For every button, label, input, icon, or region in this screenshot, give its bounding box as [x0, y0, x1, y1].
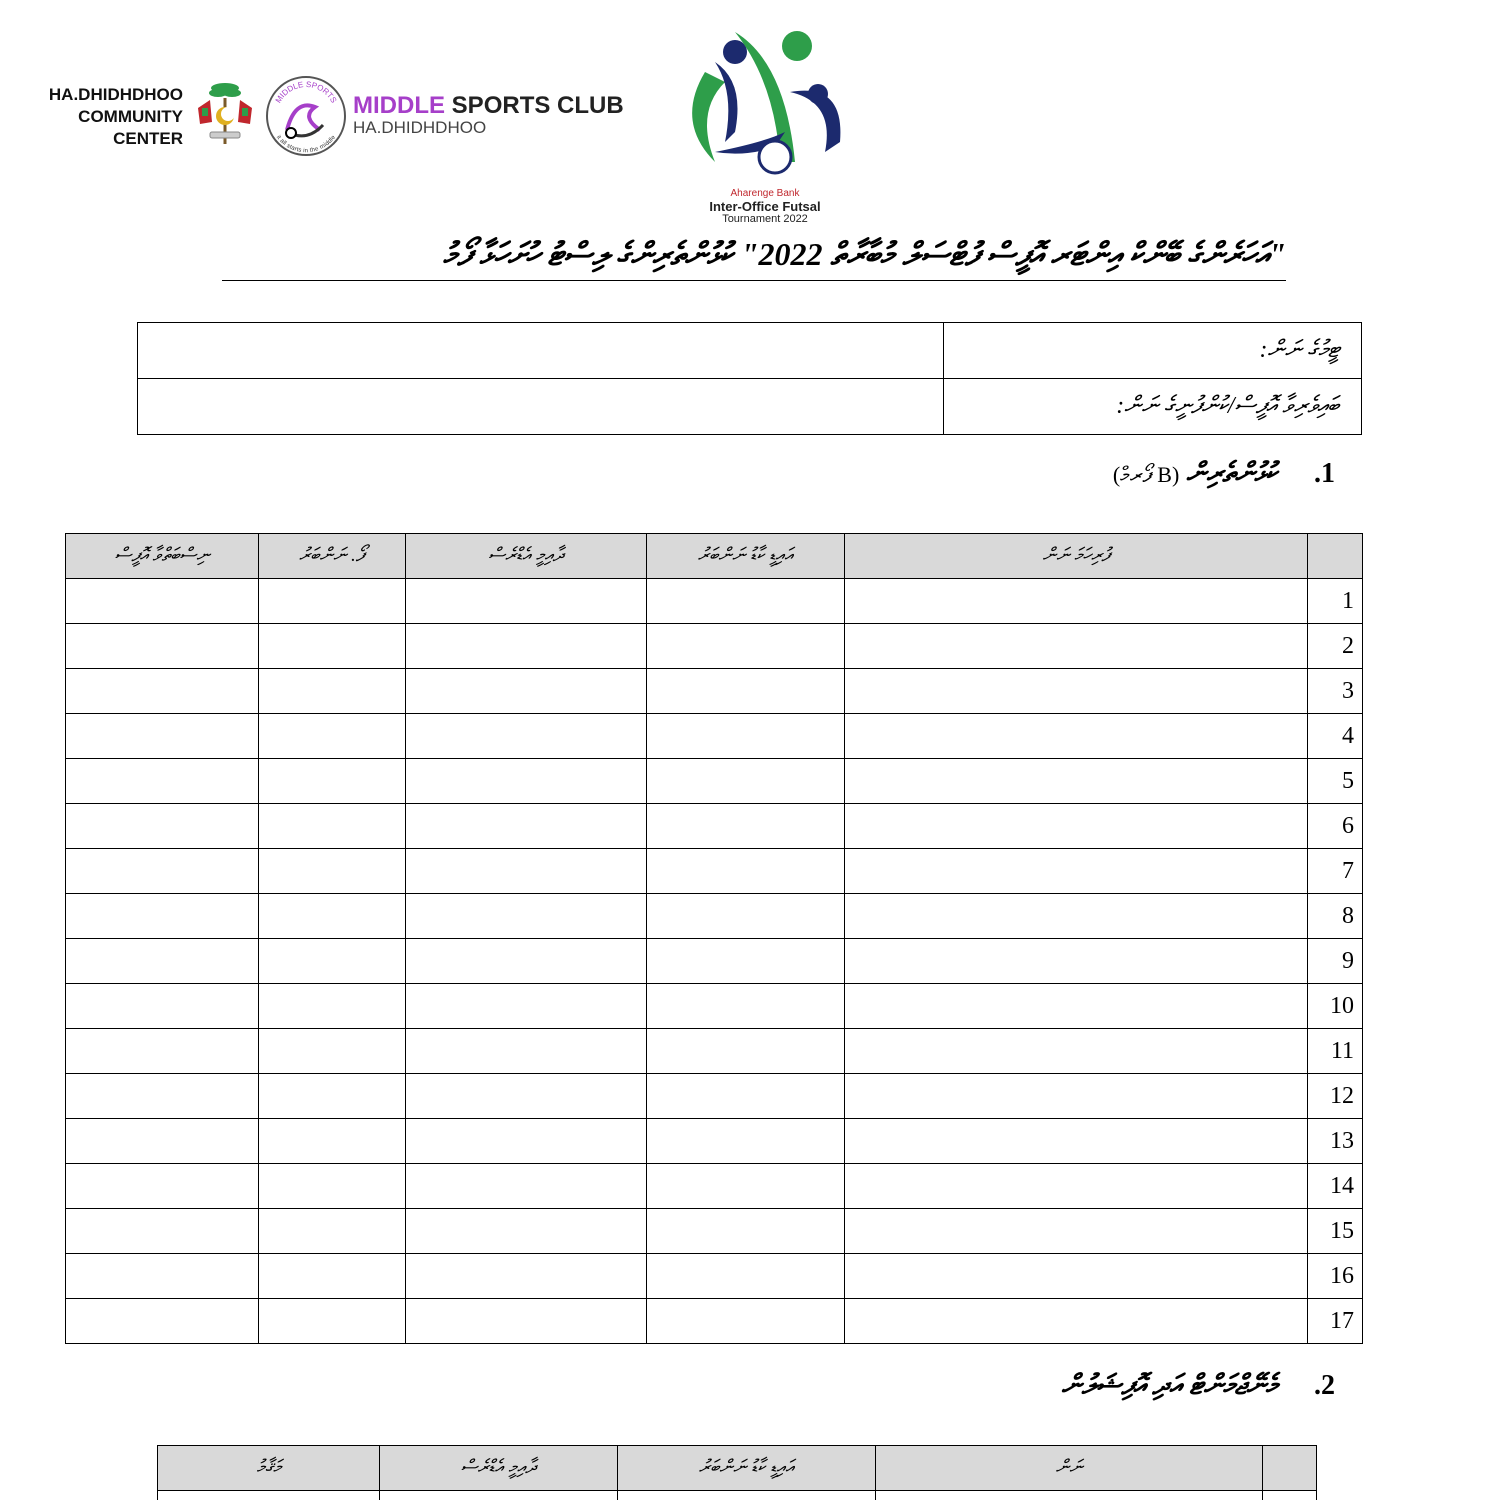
table-cell[interactable]	[66, 804, 259, 849]
team-info-table	[137, 322, 1362, 435]
table-cell[interactable]	[66, 1299, 259, 1344]
table-cell[interactable]	[647, 669, 845, 714]
table-cell[interactable]	[647, 1299, 845, 1344]
table-cell[interactable]	[845, 1164, 1308, 1209]
table-row	[158, 1491, 1317, 1500]
table-cell[interactable]	[647, 759, 845, 804]
row-number: 4	[1308, 714, 1363, 759]
table-cell[interactable]	[406, 939, 647, 984]
table-row	[66, 759, 1363, 804]
table-cell[interactable]	[259, 849, 406, 894]
table-cell[interactable]	[259, 624, 406, 669]
table-cell[interactable]	[845, 714, 1308, 759]
table-cell[interactable]	[259, 1029, 406, 1074]
table-cell[interactable]	[66, 849, 259, 894]
section-number: 2.	[1314, 1370, 1335, 1401]
table-cell[interactable]	[259, 759, 406, 804]
table-cell[interactable]	[647, 624, 845, 669]
column-header-number	[1308, 534, 1363, 579]
table-cell[interactable]	[406, 1254, 647, 1299]
tournament-name: Inter-Office Futsal	[709, 199, 821, 214]
table-cell[interactable]	[66, 1074, 259, 1119]
column-header: އައިޑީ ކާޑު ނަންބަރު	[618, 1446, 876, 1491]
table-header-row	[66, 534, 1363, 579]
club-logo-slogan-path: it all starts in the middle	[274, 134, 338, 155]
column-header: މަޤާމު	[158, 1446, 380, 1491]
table-cell[interactable]	[845, 939, 1308, 984]
table-cell[interactable]	[845, 804, 1308, 849]
column-header: ފޯ. ނަންބަރު	[259, 534, 406, 579]
column-header-number	[1263, 1446, 1317, 1491]
table-cell[interactable]	[845, 669, 1308, 714]
table-cell[interactable]	[406, 1209, 647, 1254]
table-row	[66, 714, 1363, 759]
office-name-field[interactable]	[138, 379, 944, 435]
team-name-label: ޓީމުގެ ނަން:	[944, 323, 1362, 379]
row-number: 9	[1308, 939, 1363, 984]
section-2-heading	[1061, 1370, 1335, 1402]
table-row	[66, 1299, 1363, 1344]
table-row	[66, 849, 1363, 894]
column-header: ދާއިމީ އެޑްރެސް	[406, 534, 647, 579]
table-cell[interactable]	[158, 1491, 380, 1500]
table-cell[interactable]	[845, 1209, 1308, 1254]
table-cell[interactable]	[845, 759, 1308, 804]
table-cell[interactable]	[259, 939, 406, 984]
table-cell[interactable]	[647, 984, 845, 1029]
row-number: 11	[1308, 1029, 1363, 1074]
cc-line-1: HA.DHIDHDHOO	[48, 85, 183, 104]
cc-line-3: CENTER	[113, 129, 183, 148]
row-number: 12	[1308, 1074, 1363, 1119]
table-row	[66, 894, 1363, 939]
office-name-label: ބައިވެރިވާ އޮފީސް/ކުންފުނީގެ ނަން:	[944, 379, 1362, 435]
club-logo-top-text-path: MIDDLE SPORTS	[273, 79, 339, 105]
row-number: 2	[1308, 624, 1363, 669]
table-cell[interactable]	[647, 804, 845, 849]
tournament-logo	[675, 22, 855, 232]
tournament-year: Tournament 2022	[722, 213, 808, 225]
club-name-accent: MIDDLE	[353, 92, 445, 119]
table-cell[interactable]	[647, 1074, 845, 1119]
row-number: 15	[1308, 1209, 1363, 1254]
table-row	[66, 1119, 1363, 1164]
officials-table	[157, 1445, 1317, 1500]
table-cell[interactable]	[406, 759, 647, 804]
column-header: އައިޑީ ކާޑު ނަންބަރު	[647, 534, 845, 579]
table-cell[interactable]	[406, 714, 647, 759]
table-cell[interactable]	[66, 759, 259, 804]
table-cell[interactable]	[845, 1254, 1308, 1299]
table-cell[interactable]	[259, 894, 406, 939]
column-header: ނިސްބަތްވާ އޮފީސް	[66, 534, 259, 579]
table-cell[interactable]	[647, 1119, 845, 1164]
row-number: 7	[1308, 849, 1363, 894]
table-cell[interactable]	[66, 1029, 259, 1074]
club-name-block	[353, 92, 624, 138]
community-center-name	[30, 84, 183, 150]
row-number: 17	[1308, 1299, 1363, 1344]
table-cell[interactable]	[259, 804, 406, 849]
middle-sports-logo	[265, 75, 347, 157]
club-name	[353, 92, 624, 120]
table-cell[interactable]	[259, 1209, 406, 1254]
table-cell[interactable]	[259, 1254, 406, 1299]
team-name-field[interactable]	[138, 323, 944, 379]
table-cell[interactable]	[66, 579, 259, 624]
section-title: ކުޅުންތެރިން	[1186, 458, 1277, 489]
maldives-emblem-icon	[192, 78, 258, 150]
table-cell[interactable]	[380, 1491, 618, 1500]
table-cell[interactable]	[845, 984, 1308, 1029]
players-table	[65, 533, 1363, 1344]
form-title: "އަހަރެންގެ ބޭންކް އިންޓަރ އޮފީސް ފުޓްސަލް މުބާރާތް 2022" ކުޅުންތެރިންގެ ލިސްޓު ހުށަހަޅާ ފޯމު	[222, 236, 1286, 281]
row-number	[1263, 1491, 1317, 1500]
table-cell[interactable]	[259, 984, 406, 1029]
table-cell[interactable]	[845, 1119, 1308, 1164]
table-cell[interactable]	[647, 1209, 845, 1254]
table-cell[interactable]	[406, 849, 647, 894]
column-header: ނަން	[876, 1446, 1263, 1491]
table-cell[interactable]	[259, 714, 406, 759]
table-row	[66, 669, 1363, 714]
table-cell[interactable]	[259, 1164, 406, 1209]
table-cell[interactable]	[647, 1164, 845, 1209]
table-cell[interactable]	[845, 849, 1308, 894]
row-number: 6	[1308, 804, 1363, 849]
table-cell[interactable]	[845, 1299, 1308, 1344]
table-cell[interactable]	[259, 1119, 406, 1164]
table-cell[interactable]	[406, 579, 647, 624]
table-cell[interactable]	[647, 939, 845, 984]
sponsor-name: Aharenge Bank	[730, 188, 800, 199]
table-cell[interactable]	[66, 624, 259, 669]
table-row	[66, 579, 1363, 624]
table-row	[66, 939, 1363, 984]
cc-line-2: COMMUNITY	[78, 107, 183, 126]
section-subtitle: (B ފޯރމް)	[1112, 462, 1180, 487]
office-name-row	[138, 379, 1362, 435]
section-number: 1.	[1314, 458, 1335, 489]
table-cell[interactable]	[845, 1029, 1308, 1074]
table-cell[interactable]	[647, 714, 845, 759]
table-cell[interactable]	[406, 984, 647, 1029]
table-cell[interactable]	[66, 714, 259, 759]
table-cell[interactable]	[406, 1074, 647, 1119]
table-cell[interactable]	[66, 1209, 259, 1254]
table-cell[interactable]	[406, 624, 647, 669]
table-cell[interactable]	[845, 579, 1308, 624]
row-number: 10	[1308, 984, 1363, 1029]
table-row	[66, 1074, 1363, 1119]
club-name-rest: SPORTS CLUB	[451, 92, 624, 119]
table-cell[interactable]	[406, 669, 647, 714]
table-row	[66, 1254, 1363, 1299]
table-cell[interactable]	[259, 669, 406, 714]
table-cell[interactable]	[647, 1029, 845, 1074]
table-cell[interactable]	[845, 894, 1308, 939]
row-number: 5	[1308, 759, 1363, 804]
table-cell[interactable]	[66, 1164, 259, 1209]
row-number: 13	[1308, 1119, 1363, 1164]
table-cell[interactable]	[406, 894, 647, 939]
table-cell[interactable]	[876, 1491, 1263, 1500]
table-row	[66, 624, 1363, 669]
row-number: 3	[1308, 669, 1363, 714]
table-cell[interactable]	[845, 1074, 1308, 1119]
table-cell[interactable]	[406, 1119, 647, 1164]
table-cell[interactable]	[406, 1029, 647, 1074]
table-cell[interactable]	[845, 624, 1308, 669]
table-cell[interactable]	[647, 849, 845, 894]
table-row	[66, 804, 1363, 849]
table-cell[interactable]	[259, 579, 406, 624]
column-header: ފުރިހަމަ ނަން	[845, 534, 1308, 579]
row-number: 8	[1308, 894, 1363, 939]
table-cell[interactable]	[406, 1164, 647, 1209]
club-location: HA.DHIDHDHOO	[353, 118, 487, 137]
column-header: ދާއިމީ އެޑްރެސް	[380, 1446, 618, 1491]
futsal-players-logo-icon	[675, 22, 855, 182]
table-row	[66, 1029, 1363, 1074]
table-cell[interactable]	[66, 1119, 259, 1164]
table-cell[interactable]	[66, 939, 259, 984]
table-cell[interactable]	[647, 579, 845, 624]
table-cell[interactable]	[406, 1299, 647, 1344]
table-cell[interactable]	[66, 894, 259, 939]
row-number: 14	[1308, 1164, 1363, 1209]
section-1-heading	[1113, 458, 1335, 490]
row-number: 16	[1308, 1254, 1363, 1299]
section-title: މެނޭޖްމަންޓް އަދި އޮފިޝަލުން	[1061, 1370, 1277, 1401]
table-cell[interactable]	[618, 1491, 876, 1500]
team-name-row	[138, 323, 1362, 379]
table-cell[interactable]	[66, 669, 259, 714]
table-header-row	[158, 1446, 1317, 1491]
row-number: 1	[1308, 579, 1363, 624]
table-cell[interactable]	[259, 1074, 406, 1119]
table-cell[interactable]	[66, 984, 259, 1029]
table-row	[66, 984, 1363, 1029]
table-cell[interactable]	[259, 1299, 406, 1344]
table-cell[interactable]	[406, 804, 647, 849]
table-cell[interactable]	[647, 1254, 845, 1299]
table-cell[interactable]	[647, 894, 845, 939]
table-row	[66, 1164, 1363, 1209]
table-cell[interactable]	[66, 1254, 259, 1299]
table-row	[66, 1209, 1363, 1254]
